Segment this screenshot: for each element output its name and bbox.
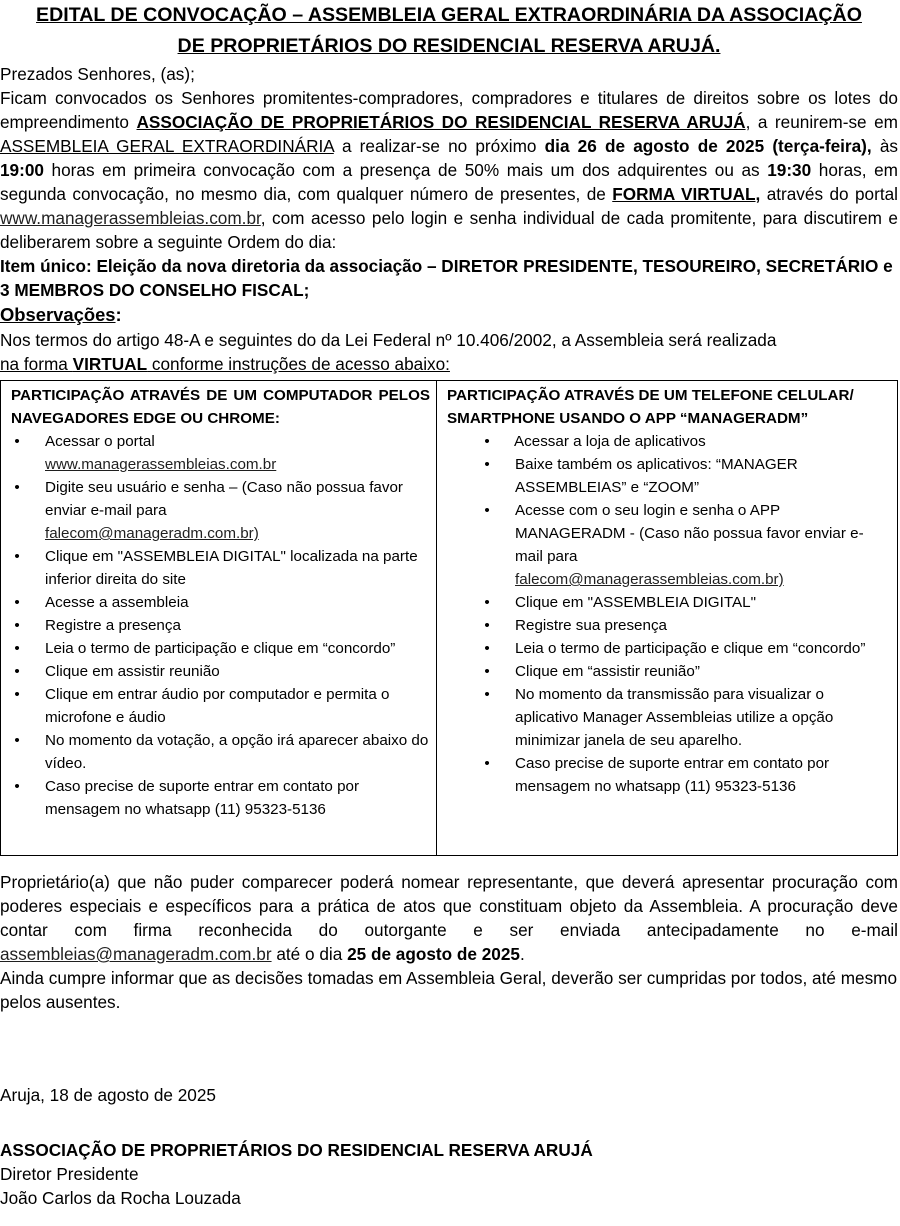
assembly-type: ASSEMBLEIA GERAL EXTRAORDINÁRIA [0, 136, 334, 156]
observations-virtual: VIRTUAL [72, 354, 148, 374]
list-item [447, 430, 891, 453]
bullet-icon: • [14, 548, 20, 565]
observations-text-b: na forma [0, 354, 73, 374]
list-item [11, 775, 430, 821]
list-item [11, 660, 430, 683]
email-link[interactable]: falecom@managerassembleias.com.br) [515, 571, 784, 588]
association-name: ASSOCIAÇÃO DE PROPRIETÁRIOS DO RESIDENCIAL RESERVA ARUJÁ [136, 112, 746, 132]
step-text: Baixe também os aplicativos: “MANAGER ASSEMBLEIAS” e “ZOOM” [515, 456, 798, 496]
bullet-icon: • [14, 778, 20, 795]
step-text: Clique em “assistir reunião” [515, 663, 700, 680]
step-text: No momento da votação, a opção irá aparecer abaixo do vídeo. [45, 732, 429, 772]
convocation-paragraph [0, 86, 898, 254]
bullet-icon: • [14, 732, 20, 749]
bullet-icon: • [484, 617, 490, 634]
bullet-icon: • [484, 594, 490, 611]
second-call-time: 19:30 [767, 160, 812, 180]
convocation-text-f: horas, em segunda convocação, no mesmo dia, com qualquer número de presentes, de [0, 160, 898, 204]
bullet-icon: • [14, 479, 20, 496]
proxy-text-a: Proprietário(a) que não puder comparecer poderá nomear representante, que deverá apresentar procuração com poderes especiais e específicos para a prática de atos que constituam objeto da Assembleia. A procuração deve contar com firma reconhecida do outorgante e ser enviada antecipadamente no e-mail [0, 872, 898, 940]
proxy-text-c: . [519, 944, 525, 964]
portal-link[interactable]: www.managerassembleias.com.br [0, 208, 261, 228]
phone-heading: PARTICIPAÇÃO ATRAVÉS DE UM TELEFONE CELULAR/ SMARTPHONE USANDO O APP “MANAGERADM” [447, 387, 854, 427]
observations-heading-text: Observações [0, 304, 116, 325]
step-text: Acessar o portal [45, 433, 155, 450]
step-text: Clique em entrar áudio por computador e permita o microfone e áudio [45, 686, 390, 726]
computer-steps [11, 430, 430, 821]
bullet-icon: • [484, 686, 490, 703]
list-item [11, 637, 430, 660]
computer-instructions [1, 381, 437, 855]
step-text: Acesse com o seu login e senha o APP MANAGERADM - (Caso não possua favor enviar e-mail para [515, 502, 864, 565]
proxy-deadline: 25 de agosto de 2025 [347, 944, 520, 964]
step-text: Digite seu usuário e senha – (Caso não possua favor enviar e-mail para [45, 479, 403, 519]
step-text: Clique em assistir reunião [45, 663, 220, 680]
bullet-icon: • [484, 433, 490, 450]
list-item [11, 476, 430, 545]
convocation-text-c: a realizar-se no próximo [333, 136, 545, 156]
observations-text-c: conforme instruções de acesso abaixo: [147, 354, 450, 374]
observations-text [0, 328, 898, 376]
decisions-paragraph: Ainda cumpre informar que as decisões tomadas em Assembleia Geral, deverão ser cumpridas por todos, até mesmo pelos ausentes. [0, 968, 898, 1012]
convocation-text-e: horas em primeira convocação com a presença de 50% mais um dos adquirentes ou as [43, 160, 768, 180]
bullet-icon: • [14, 663, 20, 680]
agenda-item: Item único: Eleição da nova diretoria da associação – DIRETOR PRESIDENTE, TESOUREIRO, SECRETÁRIO e 3 MEMBROS DO CONSELHO FISCAL; [0, 256, 893, 300]
signature-name: João Carlos da Rocha Louzada [0, 1188, 241, 1208]
step-text: Clique em "ASSEMBLEIA DIGITAL" [515, 594, 756, 611]
convocation-text-a: Ficam convocados os Senhores promitentes-compradores, compradores e titulares de direitos sobre os lotes do empreendimento [0, 88, 898, 132]
bullet-icon: • [484, 640, 490, 657]
phone-instructions [437, 381, 897, 855]
bullet-icon: • [14, 686, 20, 703]
assembly-date: dia 26 de agosto de 2025 (terça-feira), [544, 136, 872, 156]
spacer [0, 1107, 898, 1138]
list-item [447, 614, 891, 637]
title-line1 [36, 4, 862, 26]
step-text: Clique em "ASSEMBLEIA DIGITAL" localizada na parte inferior direita do site [45, 548, 418, 588]
bullet-icon: • [484, 456, 490, 473]
list-item [447, 752, 891, 798]
virtual-format: FORMA VIRTUAL, [612, 184, 761, 204]
observations-heading [0, 302, 898, 328]
document-title [0, 0, 898, 62]
spacer [0, 1014, 898, 1083]
bullet-icon: • [484, 755, 490, 772]
step-text: Caso precise de suporte entrar em contato por mensagem no whatsapp (11) 95323-5136 [45, 778, 360, 818]
signature-role: Diretor Presidente [0, 1164, 139, 1184]
signature-organization: ASSOCIAÇÃO DE PROPRIETÁRIOS DO RESIDENCIAL RESERVA ARUJÁ [0, 1140, 593, 1160]
proxy-paragraph [0, 870, 898, 966]
list-item [11, 683, 430, 729]
proxy-email-link[interactable]: assembleias@manageradm.com.br [0, 944, 272, 964]
closing-section [0, 870, 898, 1014]
step-text: Leia o termo de participação e clique em “concordo” [45, 640, 396, 657]
list-item [447, 453, 891, 499]
list-item [11, 430, 430, 476]
portal-link[interactable]: www.managerassembleias.com.br [45, 456, 277, 473]
observations-heading-colon: : [115, 304, 122, 325]
instructions-table [0, 380, 898, 856]
convocation-text-b: , a reunirem-se em [745, 112, 898, 132]
step-text: No momento da transmissão para visualizar o aplicativo Manager Assembleias utilize a opção minimizar janela de seu aparelho. [515, 686, 834, 749]
convocation-text-d: às [871, 136, 898, 156]
list-item [11, 591, 430, 614]
list-item [447, 660, 891, 683]
step-text: Registre a presença [45, 617, 181, 634]
bullet-icon: • [14, 433, 20, 450]
list-item [11, 729, 430, 775]
list-item [447, 683, 891, 752]
proxy-text-b: até o dia [271, 944, 348, 964]
bullet-icon: • [484, 663, 490, 680]
title-line1-text: EDITAL DE CONVOCAÇÃO – ASSEMBLEIA GERAL EXTRAORDINÁRIA DA [36, 4, 730, 26]
first-call-time: 19:00 [0, 160, 44, 180]
computer-heading: PARTICIPAÇÃO ATRAVÉS DE UM COMPUTADOR PELOS NAVEGADORES EDGE OU CHROME: [11, 387, 431, 427]
title-line2: DE PROPRIETÁRIOS DO RESIDENCIAL RESERVA ARUJÁ. [177, 35, 721, 57]
step-text: Leia o termo de participação e clique em “concordo” [515, 640, 866, 657]
convocation-text-g: através do portal [760, 184, 898, 204]
list-item [11, 545, 430, 591]
list-item [447, 591, 891, 614]
title-line1-association: ASSOCIAÇÃO [729, 4, 862, 26]
bullet-icon: • [14, 617, 20, 634]
bullet-icon: • [14, 594, 20, 611]
list-item [447, 499, 891, 591]
bullet-icon: • [484, 502, 490, 519]
convocation-text-h: , com acesso pelo login e senha individual de cada promitente, para discutirem e deliberarem sobre a seguinte Ordem do dia: [0, 208, 898, 252]
list-item [447, 637, 891, 660]
greeting: Prezados Senhores, (as); [0, 64, 195, 84]
step-text: Registre sua presença [515, 617, 667, 634]
observations-line2 [0, 354, 450, 374]
bullet-icon: • [14, 640, 20, 657]
phone-steps [447, 430, 891, 798]
email-link[interactable]: falecom@manageradm.com.br) [45, 525, 259, 542]
step-text: Caso precise de suporte entrar em contato por mensagem no whatsapp (11) 95323-5136 [515, 755, 830, 795]
observations-text-a: Nos termos do artigo 48-A e seguintes do da Lei Federal nº 10.406/2002, a Assembleia será realizada [0, 330, 777, 350]
list-item [11, 614, 430, 637]
step-text: Acesse a assembleia [45, 594, 189, 611]
step-text: Acessar a loja de aplicativos [514, 433, 706, 450]
place-date: Aruja, 18 de agosto de 2025 [0, 1085, 216, 1105]
